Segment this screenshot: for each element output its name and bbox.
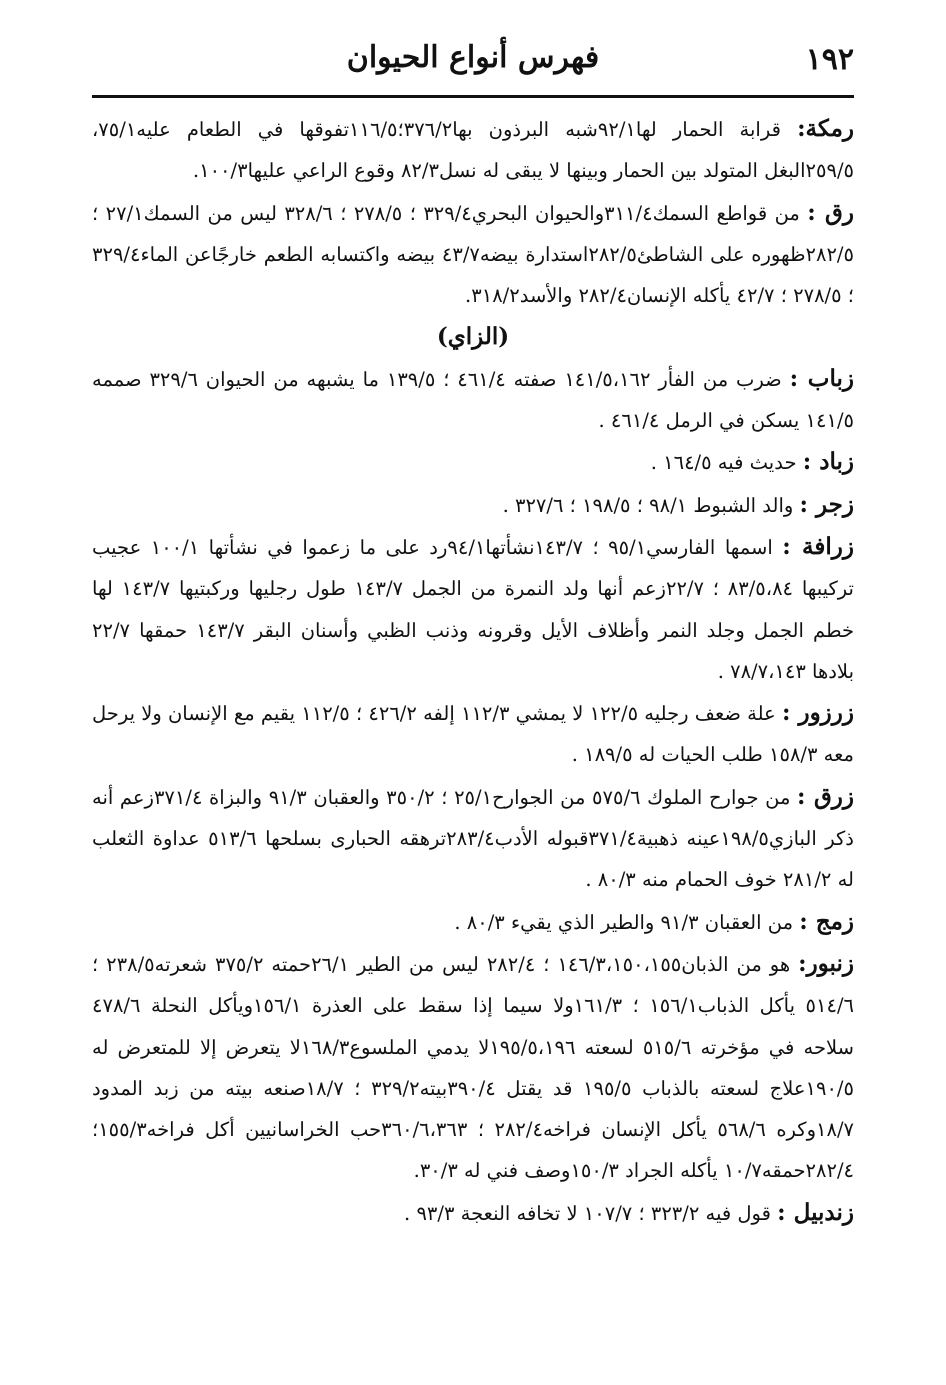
entry-headword: زرق : <box>797 782 855 810</box>
entry-headword: زباد : <box>802 448 854 476</box>
entry-text: من قواطع السمك٣١١/٤والحيوان البحري٣٢٩/٤ ؛ ٢٧٨/٥ ؛ ٣٢٨/٦ ليس من السمك٢٧/١ ؛ ٢٨٢/٥ظهوره على الشاطئ٢٨٢/٥استدارة بيضه٤٣/٧ بيضه واكتسابه الطعم خارجًاعن الماء٣٢٩/٤ ؛ ٢٧٨/٥ ؛ ٤٢/٧ يأكله الإنسان٢٨٢/٤ والأسد٣١٨/٢. <box>92 201 854 308</box>
entry-headword: زندبيل : <box>777 1198 854 1226</box>
entry-text: اسمها الفارسي٩٥/١ ؛ ١٤٣/٧نشأتها٩٤/١رد على ما زعموا في نشأتها ١٠٠/١ عجيب تركيبها ٨٣/٥،٨٤ ؛ ٢٢/٧زعم أنها ولد النمرة من الجمل ١٤٣/٧ طول رجليها وركبتيها ١٤٣/٧ لها خطم الجمل وجلد النمر وأظلاف الأيل وقرونه وذنب الظبي وأسنان البقر ١٤٣/٧ حمقها ٢٢/٧ بلادها ٧٨/٧،١٤٣ . <box>92 535 854 683</box>
index-entry <box>92 943 854 1192</box>
entry-text: حديث فيه ١٦٤/٥ . <box>650 451 797 475</box>
index-entry <box>92 441 854 483</box>
entry-headword: زنبور: <box>798 949 855 977</box>
entry-text: قرابة الحمار لها٩٢/١شبه البرذون بها٣٧٦/٢؛١١٦/٥تفوقها في الطعام عليه٧٥/١، ٢٥٩/٥البغل المتولد بين الحمار وبينها لا يبقى له نسل٨٢/٣ وقوع الراعي عليها١٠٠/٣. <box>92 118 854 183</box>
entry-headword: زباب : <box>789 364 854 392</box>
index-entry <box>92 692 854 776</box>
entry-headword: زرافة : <box>782 532 854 560</box>
running-title: فهرس أنواع الحيوان <box>346 40 600 75</box>
index-entry <box>92 108 854 192</box>
entry-text: من العقبان ٩١/٣ والطير الذي يقيء ٨٠/٣ . <box>454 910 794 934</box>
entry-text: قول فيه ٣٢٣/٢ ؛ ١٠٧/٧ لا تخافه النعجة ٩٣/٣ . <box>404 1201 771 1225</box>
entry-headword: رمكة: <box>797 115 855 142</box>
entry-text: من جوارح الملوك ٥٧٥/٦ من الجوارح٢٥/١ ؛ ٣٥٠/٢ والعقبان ٩١/٣ والبزاة ٣٧١/٤زعم أنه ذكر البازي١٩٨/٥عينه ذهبية٣٧١/٤قبوله الأدب٢٨٣/٤ترهقه الحبارى بسلحها ٥١٣/٦ عداوة الثعلب له ٢٨١/٢ خوف الحمام منه ٨٠/٣ . <box>92 785 854 892</box>
index-entry <box>92 901 854 943</box>
index-entry <box>92 484 854 526</box>
entry-headword: رق : <box>807 198 854 226</box>
index-entry <box>92 192 854 317</box>
entry-text: ضرب من الفأر ١٤١/٥،١٦٢ صفته ٤٦١/٤ ؛ ١٣٩/٥ ما يشبهه من الحيوان ٣٢٩/٦ صممه ١٤١/٥ يسكن في الرمل ٤٦١/٤ . <box>92 367 854 433</box>
entry-headword: زرزور : <box>781 699 854 727</box>
index-entry <box>92 776 854 901</box>
entry-text: هو من الذبان١٤٦/٣،١٥٠،١٥٥ ؛ ٢٨٢/٤ ليس من الطير ٢٦/١حمته ٣٧٥/٢ شعرته٢٣٨/٥ ؛ ٥١٤/٦ يأكل الذباب١٥٦/١ ؛ ١٦١/٣ولا سيما إذا سقط على العذرة ١٥٦/١ويأكل النحلة ٤٧٨/٦ سلاحه في مؤخرته ٥١٥/٦ لسعته ١٩٥/٥،١٩٦لا يدمي الملسوع١٦٨/٣لا يتعرض إلا للمتعرض له ١٩٠/٥علاج لسعته بالذباب ١٩٥/٥ قد يقتل ٣٩٠/٤بيته٣٢٩/٢ ؛ ١٨/٧صنعه بيته من زبد المدود ١٨/٧وكره ٥٦٨/٦ يأكل الإنسان فراخه٢٨٢/٤ ؛ ٣٦٠/٦،٣٦٣حب الخراسانيين أكل فراخه١٥٥/٣؛ ٢٨٢/٤حمقه١٠/٧ يأكله الجراد ١٥٠/٣وصف فني له ٣٠/٣. <box>92 952 854 1183</box>
index-entry <box>92 1192 854 1234</box>
index-body <box>92 108 854 1234</box>
index-entry <box>92 358 854 442</box>
entry-headword: زمج : <box>799 907 854 935</box>
entry-headword: زجر : <box>799 490 854 518</box>
page-number: ١٩٢ <box>805 42 854 77</box>
entry-text: علة ضعف رجليه ١٢٢/٥ لا يمشي ١١٢/٣ إلفه ٤٢٦/٢ ؛ ١١٢/٥ يقيم مع الإنسان ولا يرحل معه ١٥٨/٣ طلب الحيات له ١٨٩/٥ . <box>92 702 854 767</box>
index-entry <box>92 526 854 692</box>
entry-text: والد الشبوط ٩٨/١ ؛ ١٩٨/٥ ؛ ٣٢٧/٦ . <box>502 493 794 517</box>
section-title: (الزاي) <box>436 323 510 351</box>
header-rule <box>92 95 854 98</box>
page-header <box>92 34 854 94</box>
